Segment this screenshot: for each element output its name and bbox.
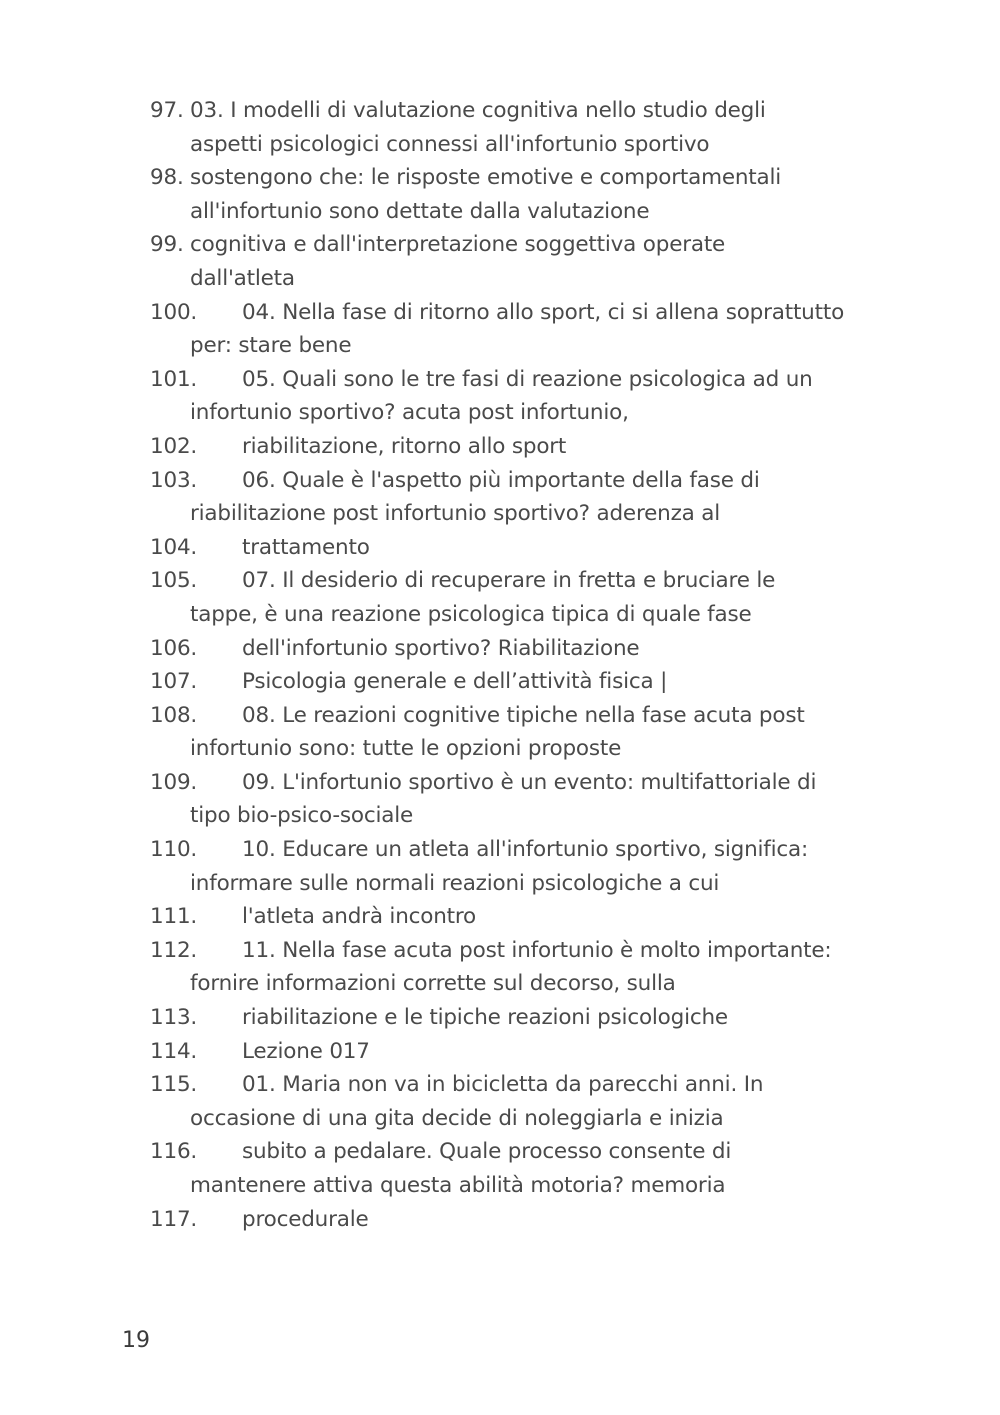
item-number: 99.: [150, 232, 184, 258]
item-number: 113.: [150, 1005, 198, 1031]
item-text-line: 04. Nella fase di ritorno allo sport, ci si allena soprattutto: [242, 299, 845, 325]
list-item: [150, 94, 890, 161]
item-text-line: dell'infortunio sportivo? Riabilitazione: [242, 635, 640, 661]
item-text-line: Psicologia generale e dell’attività fisica |: [242, 669, 668, 695]
list-item: [150, 900, 890, 934]
item-text-line: 11. Nella fase acuta post infortunio è molto importante:: [242, 937, 832, 963]
item-number: 111.: [150, 904, 198, 930]
item-text-line: occasione di una gita decide di noleggiarla e inizia: [190, 1105, 724, 1131]
item-text-line: infortunio sono: tutte le opzioni proposte: [190, 736, 622, 762]
page-number: 19: [122, 1328, 150, 1353]
item-text-line: 03. I modelli di valutazione cognitiva nello studio degli: [190, 98, 766, 123]
item-number: 103.: [150, 467, 198, 493]
item-number: 106.: [150, 635, 198, 661]
list-item: [150, 934, 890, 1001]
item-text-line: 01. Maria non va in bicicletta da parecchi anni. In: [242, 1072, 764, 1098]
item-number: 117.: [150, 1206, 198, 1232]
item-number: 112.: [150, 937, 198, 963]
item-number: 102.: [150, 433, 198, 459]
item-text-line: riabilitazione, ritorno allo sport: [242, 433, 567, 459]
list-item: [150, 228, 890, 295]
item-number: 97.: [150, 98, 184, 123]
list-item: [150, 665, 890, 699]
list-item: [150, 363, 890, 430]
item-number: 98.: [150, 165, 184, 191]
list-item: [150, 632, 890, 666]
item-number: 110.: [150, 837, 198, 863]
list-item: [150, 296, 890, 363]
item-text-line: 10. Educare un atleta all'infortunio sportivo, significa:: [242, 837, 809, 863]
item-number: 105.: [150, 568, 198, 594]
item-text-line: riabilitazione post infortunio sportivo? aderenza al: [190, 501, 721, 527]
list-item: [150, 699, 890, 766]
list-item: [150, 1203, 890, 1237]
item-text-line: sostengono che: le risposte emotive e comportamentali: [190, 165, 782, 191]
item-text-line: procedurale: [242, 1206, 369, 1232]
list-item: [150, 161, 890, 228]
item-text-line: trattamento: [242, 534, 370, 560]
item-number: 115.: [150, 1072, 198, 1098]
item-text-line: informare sulle normali reazioni psicologiche a cui: [190, 870, 720, 896]
list-item: [150, 564, 890, 631]
item-text-line: tappe, è una reazione psicologica tipica di quale fase: [190, 601, 752, 627]
item-number: 107.: [150, 669, 198, 695]
item-text-line: 06. Quale è l'aspetto più importante della fase di: [242, 467, 760, 493]
list-item: [150, 766, 890, 833]
item-text-line: tipo bio-psico-sociale: [190, 803, 414, 829]
item-text-line: cognitiva e dall'interpretazione soggettiva operate: [190, 232, 726, 258]
item-number: 116.: [150, 1139, 198, 1165]
item-text-line: all'infortunio sono dettate dalla valutazione: [190, 198, 650, 224]
item-number: 100.: [150, 299, 198, 325]
item-text-line: mantenere attiva questa abilità motoria? memoria: [190, 1173, 726, 1198]
list-item: [150, 833, 890, 900]
item-text-line: 05. Quali sono le tre fasi di reazione psicologica ad un: [242, 366, 813, 392]
item-text-line: fornire informazioni corrette sul decorso, sulla: [190, 971, 676, 997]
item-number: 114.: [150, 1038, 198, 1064]
item-text-line: dall'atleta: [190, 265, 295, 291]
item-text-line: infortunio sportivo? acuta post infortunio,: [190, 400, 629, 426]
item-text-line: aspetti psicologici connessi all'infortunio sportivo: [190, 131, 710, 157]
item-text-line: per: stare bene: [190, 333, 352, 359]
list-item: [150, 430, 890, 464]
list-item: [150, 1068, 890, 1135]
item-text-line: Lezione 017: [242, 1038, 370, 1064]
list-item: [150, 1001, 890, 1035]
item-text-line: 07. Il desiderio di recuperare in fretta e bruciare le: [242, 568, 776, 594]
item-text-line: riabilitazione e le tipiche reazioni psicologiche: [242, 1005, 728, 1031]
item-number: 109.: [150, 769, 198, 795]
item-text-line: l'atleta andrà incontro: [242, 904, 476, 930]
item-text-line: 08. Le reazioni cognitive tipiche nella fase acuta post: [242, 702, 805, 728]
item-number: 101.: [150, 366, 198, 392]
list-item: [150, 1035, 890, 1069]
item-number: 104.: [150, 534, 198, 560]
list-item: [150, 464, 890, 531]
item-text-line: 09. L'infortunio sportivo è un evento: multifattoriale di: [242, 769, 817, 795]
list-item: [150, 1135, 890, 1202]
item-number: 108.: [150, 702, 198, 728]
list-item: [150, 531, 890, 565]
item-text-line: subito a pedalare. Quale processo consente di: [242, 1139, 732, 1165]
numbered-list: [150, 94, 890, 1236]
